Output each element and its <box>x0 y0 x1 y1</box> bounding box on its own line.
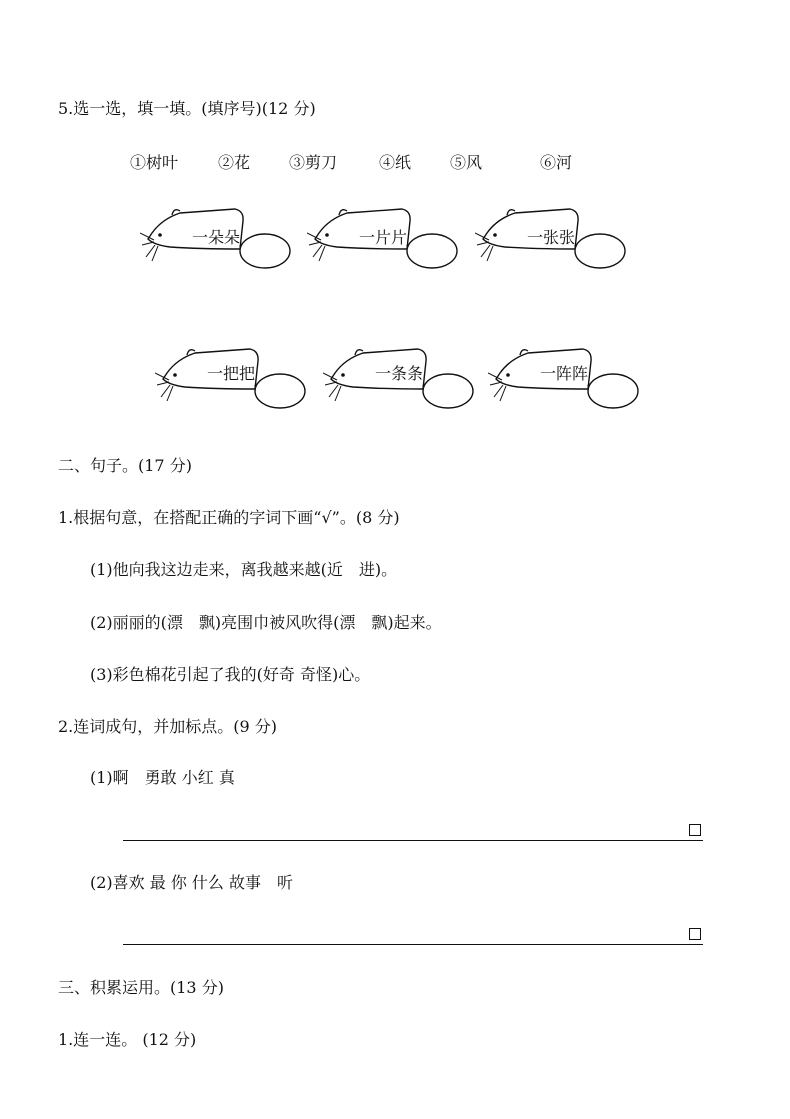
section-2-q1-title: 1.根据句意，在搭配正确的字词下画“√”。(8 分) <box>58 508 400 527</box>
mouse-label: 一把把 <box>207 364 256 383</box>
section-3-title: 三、积累运用。(13 分) <box>58 978 224 997</box>
punctuation-box-2[interactable] <box>689 928 701 940</box>
option-3: ③剪刀 <box>289 153 338 172</box>
mouse-blank-4 <box>155 345 315 415</box>
option-2: ②花 <box>218 153 251 172</box>
mouse-blank-1 <box>140 205 300 275</box>
section-2-q2-item-2: (2)喜欢 最 你 什么 故事 听 <box>90 873 294 892</box>
option-6: ⑥河 <box>540 153 573 172</box>
mouse-blank-6 <box>488 345 648 415</box>
mouse-label: 一朵朵 <box>192 228 241 247</box>
section-2-q1-item-3: (3)彩色棉花引起了我的(好奇 奇怪)心。 <box>90 665 371 684</box>
answer-line-1[interactable] <box>123 840 703 841</box>
option-4: ④纸 <box>379 153 412 172</box>
mouse-label: 一条条 <box>375 364 424 383</box>
mouse-blank-2 <box>307 205 467 275</box>
punctuation-box-1[interactable] <box>689 824 701 836</box>
section-2-q2-item-1: (1)啊 勇敢 小红 真 <box>90 768 235 787</box>
section-2-q2-title: 2.连词成句，并加标点。(9 分) <box>58 717 278 736</box>
mouse-label: 一张张 <box>527 228 576 247</box>
mouse-label: 一片片 <box>359 228 408 247</box>
answer-line-2[interactable] <box>123 944 703 945</box>
section-2-q1-item-1: (1)他向我这边走来，离我越来越(近 进)。 <box>90 560 398 579</box>
question-5-title: 5.选一选，填一填。(填序号)(12 分) <box>58 99 316 118</box>
mouse-blank-3 <box>475 205 635 275</box>
option-1: ①树叶 <box>130 153 179 172</box>
mouse-blank-5 <box>323 345 483 415</box>
option-5: ⑤风 <box>450 153 483 172</box>
section-2-title: 二、句子。(17 分) <box>58 456 192 475</box>
section-2-q1-item-2: (2)丽丽的(漂 飘)亮围巾被风吹得(漂 飘)起来。 <box>90 613 442 632</box>
section-3-q1-title: 1.连一连。 (12 分) <box>58 1030 197 1049</box>
mouse-label: 一阵阵 <box>540 364 589 383</box>
